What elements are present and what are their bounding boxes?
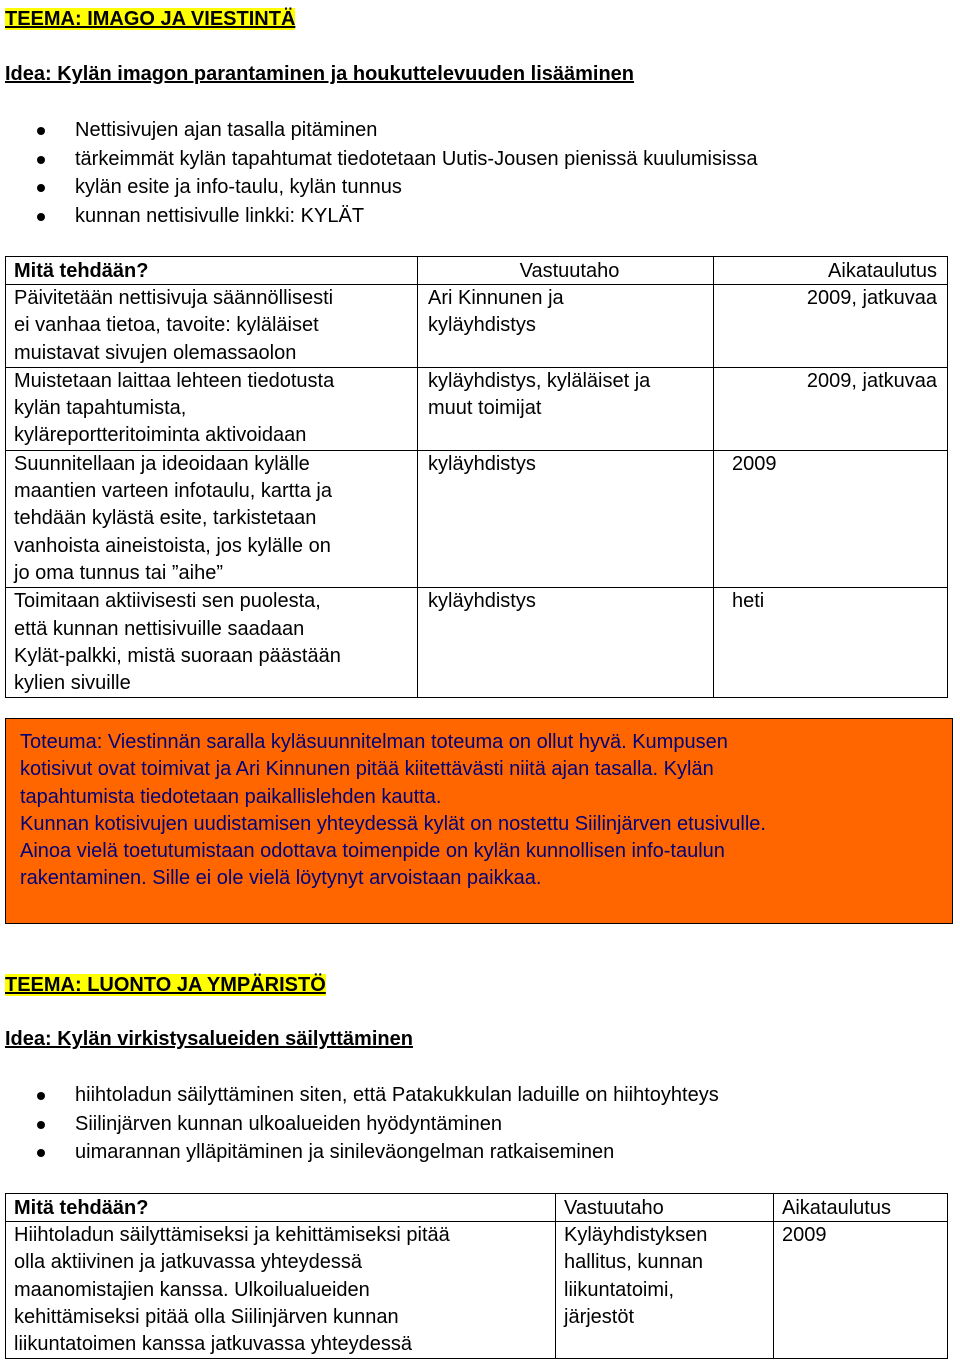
list-item: Nettisivujen ajan tasalla pitäminen <box>0 116 758 145</box>
cell-who: Ari Kinnunen ja kyläyhdistys <box>418 285 714 368</box>
list-item: uimarannan ylläpitäminen ja sinileväongelman ratkaiseminen <box>0 1138 719 1167</box>
cell-when: heti <box>714 588 948 698</box>
outcome-box <box>5 718 953 924</box>
table-header-row <box>6 1194 948 1222</box>
list-item: hiihtoladun säilyttäminen siten, että Patakukkulan laduille on hiihtoyhteys <box>0 1081 719 1110</box>
bullet-icon <box>37 213 45 221</box>
cell-who: Kyläyhdistyksen hallitus, kunnan liikuntatoimi, järjestöt <box>556 1222 774 1359</box>
cell-when: 2009, jatkuvaa <box>714 367 948 450</box>
cell-when: 2009 <box>774 1222 948 1359</box>
cell-what: Muistetaan laittaa lehteen tiedotusta kylän tapahtumista, kyläreportteritoiminta aktivoidaan <box>6 367 418 450</box>
table-row <box>6 1222 948 1359</box>
table-header-row <box>6 257 948 285</box>
bullet-icon <box>37 1092 45 1100</box>
cell-who: kyläyhdistys <box>418 450 714 587</box>
action-table <box>5 256 948 698</box>
bullet-icon <box>37 127 45 135</box>
table-row <box>6 367 948 450</box>
cell-when: 2009, jatkuvaa <box>714 285 948 368</box>
list-item: Siilinjärven kunnan ulkoalueiden hyödyntäminen <box>0 1110 719 1139</box>
list-item: tärkeimmät kylän tapahtumat tiedotetaan Uutis-Jousen pienissä kuulumisissa <box>0 145 758 174</box>
theme-title: TEEMA: IMAGO JA VIESTINTÄ <box>5 8 296 30</box>
bullet-icon <box>37 1121 45 1129</box>
header-what: Mitä tehdään? <box>6 1194 556 1222</box>
action-table <box>5 1193 948 1359</box>
cell-who: kyläyhdistys <box>418 588 714 698</box>
table-row <box>6 450 948 587</box>
bullet-icon <box>37 1149 45 1157</box>
cell-what: Suunnitellaan ja ideoidaan kylälle maantien varteen infotaulu, kartta ja tehdään kylästä esite, tarkistetaan vanhoista aineistoista, jos kylälle on jo oma tunnus tai ”aihe” <box>6 450 418 587</box>
bullet-icon <box>37 184 45 192</box>
cell-who: kyläyhdistys, kyläläiset ja muut toimijat <box>418 367 714 450</box>
bullet-icon <box>37 156 45 164</box>
bullet-list <box>0 1081 719 1167</box>
table-row <box>6 588 948 698</box>
header-what: Mitä tehdään? <box>6 257 418 285</box>
header-who: Vastuutaho <box>418 257 714 285</box>
idea-title: Idea: Kylän virkistysalueiden säilyttäminen <box>5 1028 413 1050</box>
cell-what: Hiihtoladun säilyttämiseksi ja kehittämiseksi pitää olla aktiivinen ja jatkuvassa yhteydessä maanomistajien kanssa. Ulkoilualueiden kehittämiseksi pitää olla Siilinjärven kunnan liikuntatoimen kanssa jatkuvassa yhteydessä <box>6 1222 556 1359</box>
cell-when: 2009 <box>714 450 948 587</box>
header-when: Aikataulutus <box>714 257 948 285</box>
list-item: kunnan nettisivulle linkki: KYLÄT <box>0 202 758 231</box>
header-when: Aikataulutus <box>774 1194 948 1222</box>
theme-title: TEEMA: LUONTO JA YMPÄRISTÖ <box>5 974 326 996</box>
header-who: Vastuutaho <box>556 1194 774 1222</box>
table-row <box>6 285 948 368</box>
cell-what: Toimitaan aktiivisesti sen puolesta, että kunnan nettisivuille saadaan Kylät-palkki, mistä suoraan päästään kylien sivuille <box>6 588 418 698</box>
cell-what: Päivitetään nettisivuja säännöllisesti ei vanhaa tietoa, tavoite: kyläläiset muistavat sivujen olemassaolon <box>6 285 418 368</box>
outcome-text: Toteuma: Viestinnän saralla kyläsuunnitelman toteuma on ollut hyvä. Kumpusen kotisivut ovat toimivat ja Ari Kinnunen pitää kiitettävästi niitä ajan tasalla. Kylän tapahtumista tiedotetaan paikallislehden kautta. Kunnan kotisivujen uudistamisen yhteydessä kylät on nostettu Siilinjärven etusivulle. Ainoa vielä toetutumistaan odottava toimenpide on kylän kunnollisen info-taulun rakentaminen. Sille ei ole vielä löytynyt arvoistaan paikkaa. <box>20 731 766 890</box>
idea-title: Idea: Kylän imagon parantaminen ja houkuttelevuuden lisääminen <box>5 63 635 85</box>
list-item: kylän esite ja info-taulu, kylän tunnus <box>0 173 758 202</box>
bullet-list <box>0 116 758 231</box>
